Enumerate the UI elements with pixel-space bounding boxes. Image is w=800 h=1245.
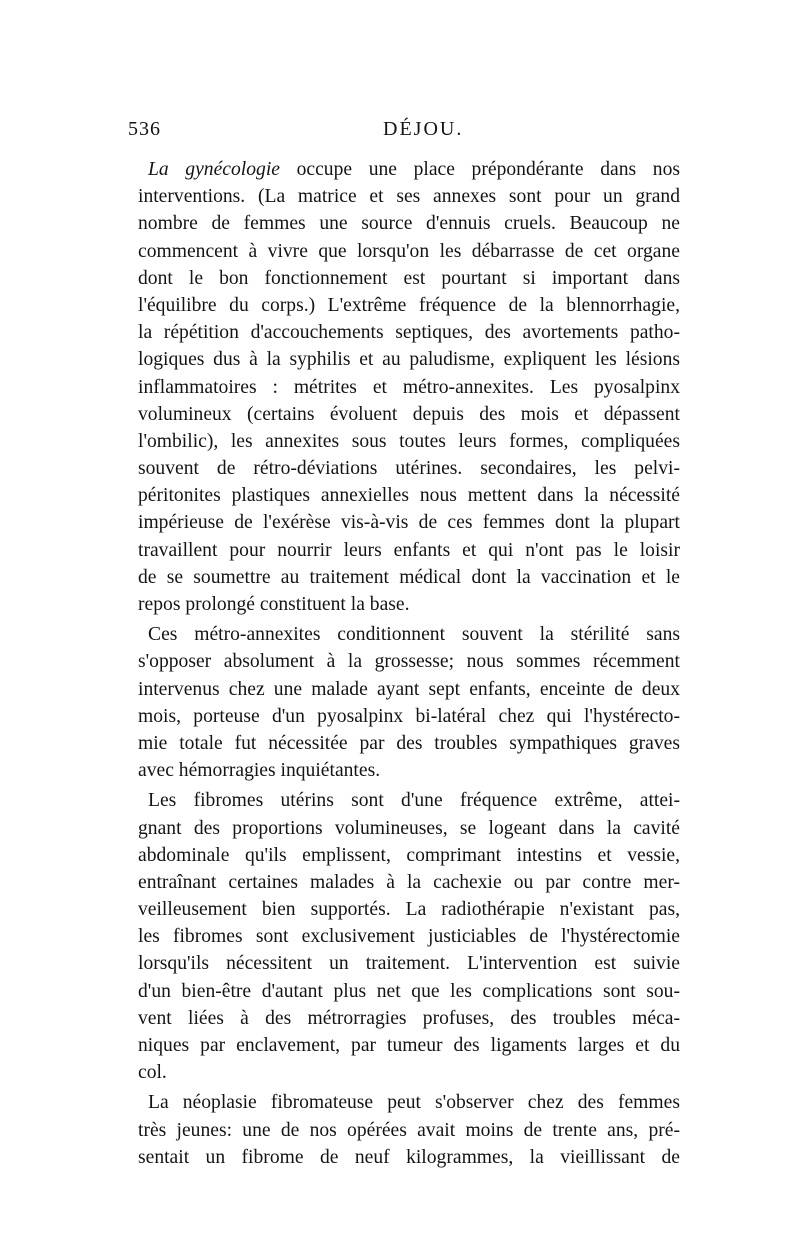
text-line: souvent de rétro-déviations utérines. secondaires, les pelvi- [138, 458, 680, 480]
text-line: lorsqu'ils nécessitent un traitement. L'intervention est suivie [138, 953, 680, 975]
text-line: s'opposer absolument à la grossesse; nous sommes récemment [138, 651, 680, 673]
text-line: très jeunes: une de nos opérées avait moins de trente ans, pré- [138, 1119, 680, 1141]
italic-term: La gynécologie [148, 159, 280, 180]
text-line: La gynécologie occupe une place prépondérante dans nos [148, 159, 680, 180]
text-line: sentait un fibrome de neuf kilogrammes, la vieillissant de [138, 1146, 680, 1168]
text-line: gnant des proportions volumineuses, se logeant dans la cavité [138, 817, 680, 839]
running-head [128, 118, 684, 148]
text-line: l'ombilic), les annexites sous toutes leurs formes, compliquées [138, 430, 680, 452]
text-line: repos prolongé constituent la base. [138, 594, 410, 615]
running-title: DÉJOU. [383, 118, 464, 140]
text-line: nombre de femmes une source d'ennuis cruels. Beaucoup ne [138, 213, 680, 235]
text-line: La néoplasie fibromateuse peut s'observer chez des femmes [148, 1092, 680, 1114]
text-line: péritonites plastiques annexielles nous mettent dans la nécessité [138, 485, 680, 507]
body-text [138, 156, 680, 1171]
text-line: entraînant certaines malades à la cachexie ou par contre mer- [138, 871, 680, 893]
text-line: les fibromes sont exclusivement justiciables de l'hystérectomie [138, 926, 680, 948]
text-line: d'un bien-être d'autant plus net que les complications sont sou- [138, 980, 680, 1002]
text-line: col. [138, 1062, 167, 1084]
paragraph-gynecology [138, 156, 680, 618]
text-line: vent liées à des métrorragies profuses, des troubles méca- [138, 1007, 680, 1029]
text-line: travaillent pour nourrir leurs enfants et qui n'ont pas le loisir [138, 539, 680, 561]
text-line: impérieuse de l'exérèse vis-à-vis de ces femmes dont la plupart [138, 512, 680, 534]
text-line: Les fibromes utérins sont d'une fréquence extrême, attei- [148, 790, 680, 812]
text-line: la répétition d'accouchements septiques, des avortements patho- [138, 322, 680, 344]
text-line: abdominale qu'ils emplissent, comprimant intestins et vessie, [138, 844, 680, 866]
text-line: mois, porteuse d'un pyosalpinx bi-latéral chez qui l'hystérecto- [138, 705, 680, 727]
text-line: veilleusement bien supportés. La radiothérapie n'existant pas, [138, 899, 680, 921]
text-line: logiques dus à la syphilis et au paludisme, expliquent les lésions [138, 349, 680, 371]
paragraph-neoplasie [138, 1089, 680, 1171]
paragraph-fibromes [138, 787, 680, 1086]
text-line: Ces métro-annexites conditionnent souvent la stérilité sans [148, 624, 680, 646]
page-number: 536 [128, 118, 161, 140]
text-line: interventions. (La matrice et ses annexes sont pour un grand [138, 186, 680, 208]
text-line: de se soumettre au traitement médical dont la vaccination et le [138, 566, 680, 588]
text-line: avec hémorragies inquiétantes. [138, 760, 381, 782]
text-line: niques par enclavement, par tumeur des ligaments larges et du [138, 1035, 680, 1056]
text-line: dont le bon fonctionnement est pourtant si important dans [138, 267, 680, 289]
text-line: volumineux (certains évoluent depuis des mois et dépassent [138, 403, 680, 425]
paragraph-metro-annexites [138, 621, 680, 784]
text-line: l'équilibre du corps.) L'extrême fréquence de la blennorrhagie, [138, 294, 680, 316]
text-line: intervenus chez une malade ayant sept enfants, enceinte de deux [138, 678, 680, 700]
text-line: inflammatoires : métrites et métro-annexites. Les pyosalpinx [138, 376, 680, 398]
text-line: mie totale fut nécessitée par des troubles sympathiques graves [138, 732, 680, 754]
text-line: commencent à vivre que lorsqu'on les débarrasse de cet organe [138, 240, 680, 262]
